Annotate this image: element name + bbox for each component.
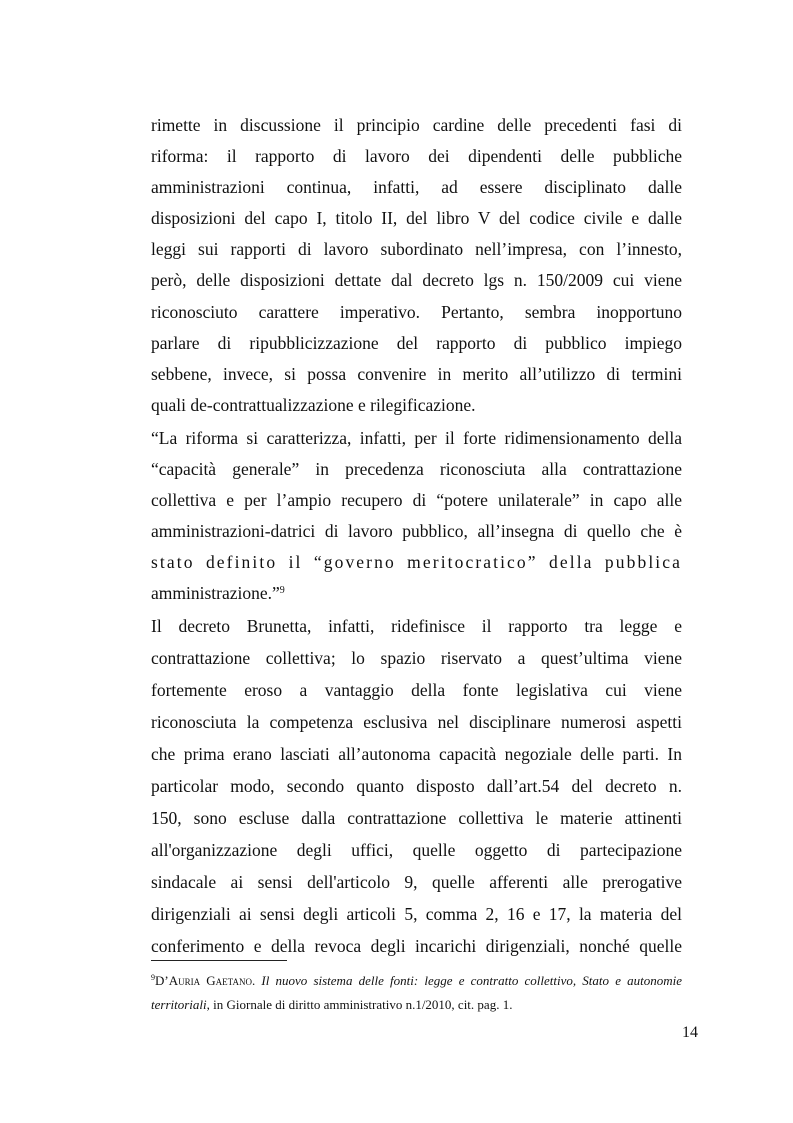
body-line: leggi sui rapporti di lavoro subordinato nell’impresa, con l’innesto, [151, 239, 682, 259]
page-number: 14 [682, 1024, 698, 1041]
footnote-title: Il nuovo sistema delle fonti: legge e contratto collettivo, Stato e autonomie [261, 973, 683, 988]
footnote-line [151, 973, 682, 989]
quote-line: stato definito il “governo meritocratico” della pubblica [151, 552, 682, 572]
footnote-line [151, 997, 682, 1013]
body-line: riconosciuto carattere imperativo. Pertanto, sembra inopportuno [151, 302, 682, 322]
body-line: conferimento e della revoca degli incarichi dirigenziali, nonché quelle [151, 936, 682, 956]
quote-line-last [151, 583, 682, 603]
footnote-author: D’Auria Gaetano [155, 973, 252, 988]
body-line: rimette in discussione il principio cardine delle precedenti fasi di [151, 115, 682, 135]
body-line: fortemente eroso a vantaggio della fonte legislativa cui viene [151, 680, 682, 700]
body-line: quali de-contrattualizzazione e rilegificazione. [151, 395, 476, 415]
footnote-number: 9 [151, 973, 155, 982]
body-line: riforma: il rapporto di lavoro dei dipendenti delle pubbliche [151, 146, 682, 166]
quote-line: amministrazioni-datrici di lavoro pubblico, all’insegna di quello che è [151, 521, 682, 541]
body-line: disposizioni del capo I, titolo II, del libro V del codice civile e dalle [151, 208, 682, 228]
body-line: però, delle disposizioni dettate dal decreto lgs n. 150/2009 cui viene [151, 270, 682, 290]
quote-line: “La riforma si caratterizza, infatti, per il forte ridimensionamento della [151, 428, 682, 448]
quote-line: “capacità generale” in precedenza riconosciuta alla contrattazione [151, 459, 682, 479]
body-line: che prima erano lasciati all’autonoma capacità negoziale delle parti. In [151, 744, 682, 764]
body-line: Il decreto Brunetta, infatti, ridefinisce il rapporto tra legge e [151, 616, 682, 636]
footnote-title-cont: territoriali [151, 997, 207, 1012]
body-line: riconosciuta la competenza esclusiva nel disciplinare numerosi aspetti [151, 712, 682, 732]
footnote-rest: , in Giornale di diritto amministrativo n.1/2010, cit. pag. 1. [206, 997, 513, 1012]
quote-line: collettiva e per l’ampio recupero di “potere unilaterale” in capo alle [151, 490, 682, 510]
body-line: 150, sono escluse dalla contrattazione collettiva le materie attinenti [151, 808, 682, 828]
body-line: particolar modo, secondo quanto disposto dall’art.54 del decreto n. [151, 776, 682, 796]
footnote-separator [151, 960, 287, 961]
body-line: dirigenziali ai sensi degli articoli 5, comma 2, 16 e 17, la materia del [151, 904, 682, 924]
body-line: all'organizzazione degli uffici, quelle oggetto di partecipazione [151, 840, 682, 860]
body-line: sindacale ai sensi dell'articolo 9, quelle afferenti alle prerogative [151, 872, 682, 892]
quote-end-text: amministrazione.” [151, 583, 280, 603]
body-line: sebbene, invece, si possa convenire in merito all’utilizzo di termini [151, 364, 682, 384]
body-line: contrattazione collettiva; lo spazio riservato a quest’ultima viene [151, 648, 682, 668]
footnote-author-period: . [251, 973, 256, 988]
body-line: amministrazioni continua, infatti, ad essere disciplinato dalle [151, 177, 682, 197]
body-line: parlare di ripubblicizzazione del rapporto di pubblico impiego [151, 333, 682, 353]
footnote-reference[interactable]: 9 [279, 585, 285, 596]
